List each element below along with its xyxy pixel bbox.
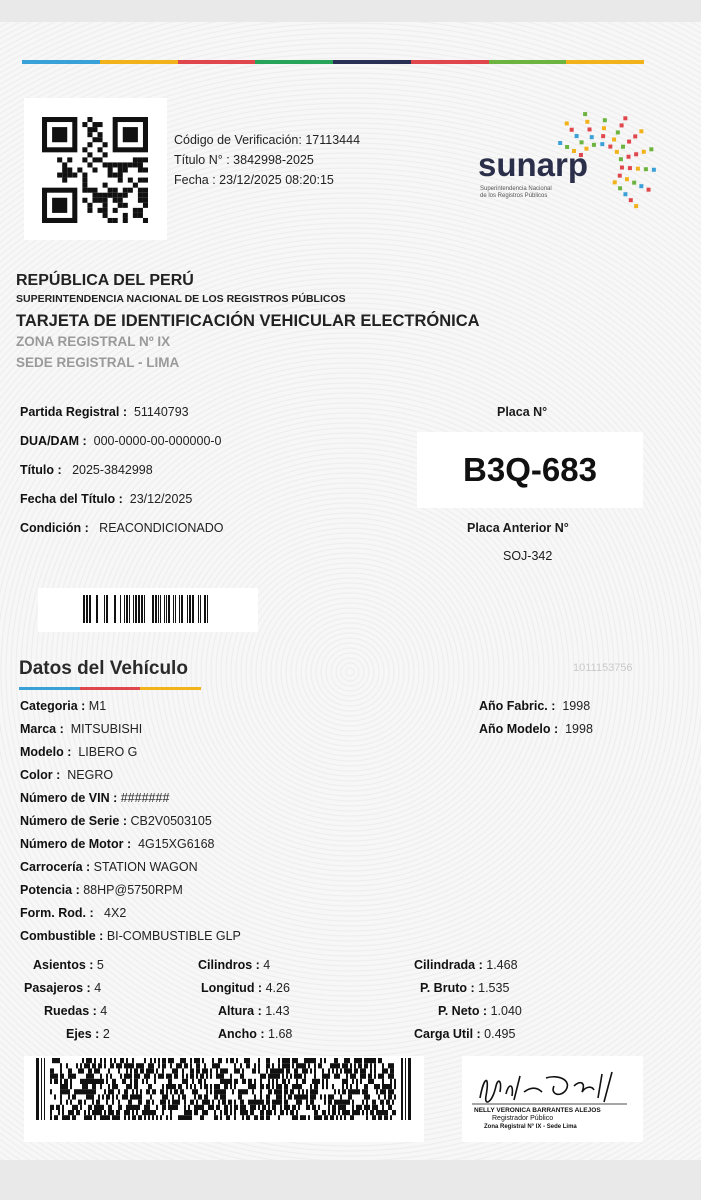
marca-value: MITSUBISHI xyxy=(70,722,143,736)
ancho-label: Ancho : xyxy=(218,1027,265,1041)
logo-subtitle-line1: Superintendencia Nacional xyxy=(480,186,552,192)
anio-modelo-row xyxy=(479,722,593,736)
country-heading: REPÚBLICA DEL PERÚ xyxy=(16,272,194,289)
anio-fabric-row xyxy=(479,699,590,713)
stripe-segment xyxy=(255,60,333,64)
titulo-label: Título : xyxy=(20,463,62,477)
qr-code-box xyxy=(24,98,167,240)
carga-label: Carga Util : xyxy=(414,1027,481,1041)
ruedas-value: 4 xyxy=(100,1004,108,1018)
serial-number: 1011153756 xyxy=(573,662,633,674)
ruedas-label: Ruedas : xyxy=(44,1004,97,1018)
carroceria-value: STATION WAGON xyxy=(93,860,198,874)
condicion-row xyxy=(20,521,224,535)
categoria-label: Categoria : xyxy=(20,699,86,713)
anio-modelo-value: 1998 xyxy=(565,722,593,736)
pneto-row xyxy=(438,1004,522,1018)
partida-label: Partida Registral : xyxy=(20,405,127,419)
altura-row xyxy=(218,1004,290,1018)
heading-underline xyxy=(19,687,201,690)
cilindrada-label: Cilindrada : xyxy=(414,958,483,972)
modelo-value: LIBERO G xyxy=(78,745,138,759)
formrod-row xyxy=(20,906,126,920)
logo-subtitle xyxy=(480,186,580,200)
underline-segment xyxy=(19,687,80,690)
fecha-value: 23/12/2025 xyxy=(129,492,193,506)
fecha-row xyxy=(20,492,192,506)
stripe-segment xyxy=(566,60,644,64)
serie-row xyxy=(20,814,212,828)
fecha-label: Fecha del Título : xyxy=(20,492,123,506)
dua-value: 000-0000-00-000000-0 xyxy=(93,434,222,448)
ancho-row xyxy=(218,1027,292,1041)
anio-fabric-value: 1998 xyxy=(562,699,591,713)
signer-role: Registrador Público xyxy=(492,1115,554,1122)
motor-value: 4G15XG6168 xyxy=(138,837,215,851)
modelo-label: Modelo : xyxy=(20,745,72,759)
formrod-value: 4X2 xyxy=(104,906,127,920)
titulo-row xyxy=(20,463,153,477)
altura-value: 1.43 xyxy=(265,1004,290,1018)
carroceria-label: Carrocería : xyxy=(20,860,91,874)
asientos-row xyxy=(33,958,104,972)
stripe-segment xyxy=(100,60,178,64)
anio-modelo-label: Año Modelo : xyxy=(479,722,559,736)
qr-code-icon xyxy=(42,117,148,223)
vin-label: Número de VIN : xyxy=(20,791,118,805)
pasajeros-label: Pasajeros : xyxy=(24,981,91,995)
cilindros-value: 4 xyxy=(263,958,271,972)
combustible-value: BI-COMBUSTIBLE GLP xyxy=(106,929,241,943)
vehicle-data-heading: Datos del Vehículo xyxy=(19,658,188,679)
plate-label: Placa N° xyxy=(497,405,548,419)
underline-segment xyxy=(80,687,141,690)
ruedas-row xyxy=(44,1004,107,1018)
combustible-row xyxy=(20,929,241,943)
office-heading: SEDE REGISTRAL - LIMA xyxy=(16,355,180,370)
pdf417-barcode-icon xyxy=(36,1058,414,1120)
verification-block xyxy=(174,130,360,190)
barcode-large-box xyxy=(24,1056,424,1142)
color-stripe xyxy=(22,60,644,64)
condicion-value: REACONDICIONADO xyxy=(99,521,224,535)
logo-subtitle-line2: de los Registros Públicos xyxy=(480,193,548,199)
pbruto-value: 1.535 xyxy=(478,981,510,995)
signer-name: NELLY VERONICA BARRANTES ALEJOS xyxy=(474,1107,601,1114)
plate-number: B3Q-683 xyxy=(417,432,643,508)
dua-label: DUA/DAM : xyxy=(20,434,87,448)
anio-fabric-label: Año Fabric. : xyxy=(479,699,556,713)
marca-row xyxy=(20,722,142,736)
signer-zone: Zona Registral N° IX - Sede Lima xyxy=(484,1124,577,1130)
marca-label: Marca : xyxy=(20,722,64,736)
issue-date: Fecha : 23/12/2025 08:20:15 xyxy=(174,173,334,187)
cilindrada-row xyxy=(414,958,518,972)
carroceria-row xyxy=(20,860,198,874)
partida-value: 51140793 xyxy=(133,405,189,419)
ejes-row xyxy=(66,1027,110,1041)
pneto-label: P. Neto : xyxy=(438,1004,488,1018)
pasajeros-value: 4 xyxy=(94,981,102,995)
formrod-label: Form. Rod. : xyxy=(20,906,94,920)
previous-plate-value: SOJ-342 xyxy=(503,549,553,563)
serie-label: Número de Serie : xyxy=(20,814,127,828)
modelo-row xyxy=(20,745,137,759)
signature-icon xyxy=(462,1056,643,1142)
underline-segment xyxy=(140,687,201,690)
pbruto-label: P. Bruto : xyxy=(420,981,475,995)
color-value: NEGRO xyxy=(67,768,114,782)
signature-box xyxy=(462,1056,643,1142)
barcode-small-box xyxy=(38,588,258,632)
barcode-icon xyxy=(81,595,215,623)
document-title: TARJETA DE IDENTIFICACIÓN VEHICULAR ELECTRÓNICA xyxy=(16,312,480,330)
stripe-segment xyxy=(22,60,100,64)
longitud-value: 4.26 xyxy=(265,981,290,995)
partida-row xyxy=(20,405,189,419)
vin-value: ####### xyxy=(120,791,170,805)
pbruto-row xyxy=(420,981,509,995)
stripe-segment xyxy=(333,60,411,64)
verification-code: Código de Verificación: 17113444 xyxy=(174,133,361,147)
cilindros-row xyxy=(198,958,270,972)
logo-wordmark: sunarp xyxy=(478,146,589,183)
sunarp-logo xyxy=(478,112,658,222)
agency-heading: SUPERINTENDENCIA NACIONAL DE LOS REGISTROS PÚBLICOS xyxy=(16,293,346,305)
titulo-value: 2025-3842998 xyxy=(72,463,153,477)
ancho-value: 1.68 xyxy=(268,1027,293,1041)
categoria-value: M1 xyxy=(88,699,107,713)
previous-plate-label: Placa Anterior N° xyxy=(467,521,569,535)
potencia-label: Potencia : xyxy=(20,883,80,897)
longitud-row xyxy=(201,981,290,995)
asientos-value: 5 xyxy=(96,958,104,972)
motor-label: Número de Motor : xyxy=(20,837,132,851)
longitud-label: Longitud : xyxy=(201,981,263,995)
dua-row xyxy=(20,434,222,448)
stripe-segment xyxy=(178,60,256,64)
ejes-label: Ejes : xyxy=(66,1027,100,1041)
pneto-value: 1.040 xyxy=(490,1004,522,1018)
combustible-label: Combustible : xyxy=(20,929,104,943)
title-number: Título N° : 3842998-2025 xyxy=(174,153,314,167)
asientos-label: Asientos : xyxy=(33,958,94,972)
cilindrada-value: 1.468 xyxy=(486,958,518,972)
color-label: Color : xyxy=(20,768,61,782)
stripe-segment xyxy=(411,60,489,64)
stripe-segment xyxy=(489,60,567,64)
altura-label: Altura : xyxy=(218,1004,262,1018)
ejes-value: 2 xyxy=(102,1027,110,1041)
potencia-row xyxy=(20,883,183,897)
cilindros-label: Cilindros : xyxy=(198,958,260,972)
categoria-row xyxy=(20,699,106,713)
condicion-label: Condición : xyxy=(20,521,89,535)
potencia-value: 88HP@5750RPM xyxy=(83,883,183,897)
zone-heading: ZONA REGISTRAL Nº IX xyxy=(16,334,171,349)
serie-value: CB2V0503105 xyxy=(130,814,212,828)
carga-value: 0.495 xyxy=(484,1027,516,1041)
pasajeros-row xyxy=(24,981,101,995)
vin-row xyxy=(20,791,169,805)
motor-row xyxy=(20,837,215,851)
color-row xyxy=(20,768,113,782)
carga-row xyxy=(414,1027,515,1041)
